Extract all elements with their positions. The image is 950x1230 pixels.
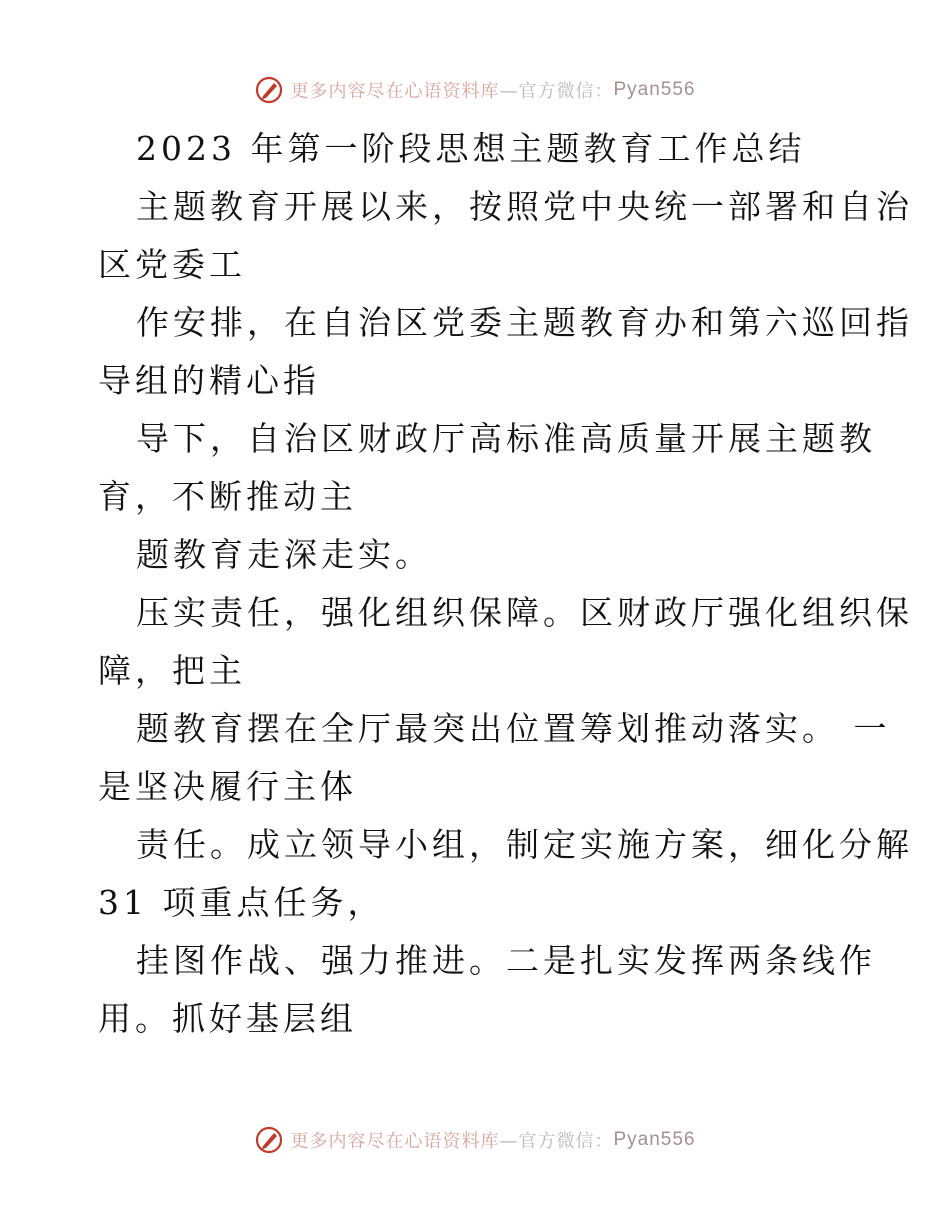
paragraph-line: 题教育摆在全厅最突出位置筹划推动落实。 一: [136, 709, 891, 748]
paragraph-line: 导组的精心指: [98, 361, 320, 400]
quill-logo-icon: [254, 1125, 284, 1155]
paragraph-line: 作安排，在自治区党委主题教育办和第六巡回指: [136, 303, 913, 342]
paragraph-line: 是坚决履行主体: [98, 767, 357, 806]
paragraph-line: 题教育走深走实。: [136, 535, 432, 574]
paragraph-line: 压实责任，强化组织保障。区财政厅强化组织保: [136, 593, 913, 632]
watermark-wechat-label: —官方微信：: [499, 1131, 614, 1152]
paragraph-line: 障，把主: [98, 651, 246, 690]
footer-watermark: [0, 1120, 950, 1160]
quill-logo-icon: [254, 75, 284, 105]
paragraph-line: 主题教育开展以来，按照党中央统一部署和自治: [136, 187, 913, 226]
paragraph-line: 挂图作战、强力推进。二是扎实发挥两条线作: [136, 941, 876, 980]
paragraph-line: 用。抓好基层组: [98, 999, 357, 1038]
watermark-wechat-label: —官方微信：: [499, 81, 614, 102]
document-title: 2023 年第一阶段思想主题教育工作总结: [136, 129, 806, 168]
watermark-brand: 更多内容尽在心语资料库: [290, 1131, 500, 1152]
watermark-brand: 更多内容尽在心语资料库: [290, 81, 500, 102]
paragraph-line: 31 项重点任务，: [98, 883, 385, 922]
document-body: [98, 120, 913, 1048]
watermark-wechat-id: Pyan556: [613, 1129, 696, 1150]
paragraph-line: 区党委工: [98, 245, 246, 284]
paragraph-line: 责任。成立领导小组，制定实施方案，细化分解: [136, 825, 913, 864]
header-watermark: [0, 70, 950, 110]
watermark-wechat-id: Pyan556: [613, 79, 696, 100]
paragraph-line: 育，不断推动主: [98, 477, 357, 516]
paragraph-line: 导下，自治区财政厅高标准高质量开展主题教: [136, 419, 876, 458]
